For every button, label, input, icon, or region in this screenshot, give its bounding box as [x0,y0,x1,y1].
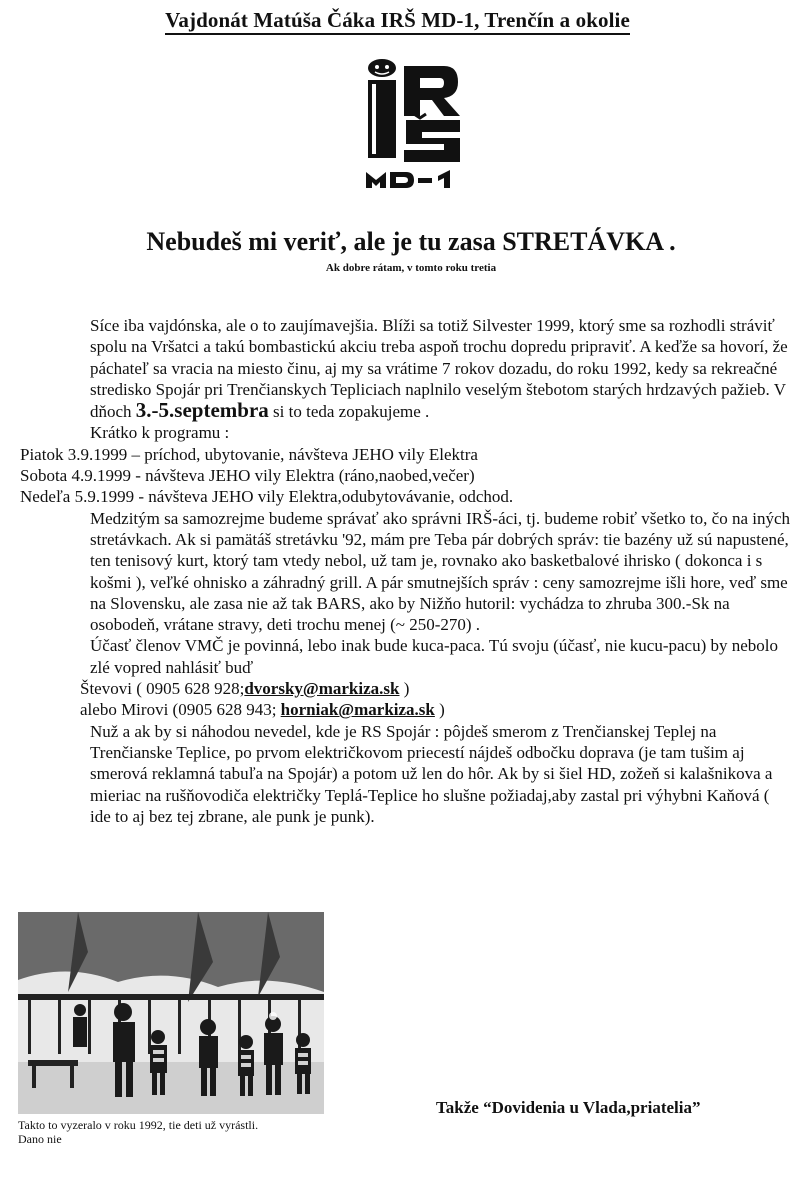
contact-stevo-close: ) [403,679,410,699]
closing-line: Takže “Dovidenia u Vlada,priatelia” [436,1098,701,1117]
contact-miro-close: ) [439,700,445,720]
email-link-dvorsky[interactable]: dvorsky@markiza.sk [244,679,400,699]
page-header [0,8,795,33]
contact-stevo-phone: Števovi ( 0905 628 928; [80,679,245,699]
irs-md1-logo [362,58,464,190]
paragraph-invitation [20,315,790,422]
paragraph-news: Medzitým sa samozrejme budeme správať ako správni IRŠ-áci, tj. budeme robiť všetko to, čo na iných stretávkach. Ak si pamätáš stretávku '92, mám pre Teba pár dobrých správ: tie bazény už sú napustené, ten tenisový kurt, ktorý tam vtedy nebol, už tam je, rovnako ako basketbalové ihrisko ( dokonca i s košmi ), veľké ohnisko a záhradný grill. A pár smutnejších správ : ceny samozrejme išli hore, veď sme na Slovensku, ale zasa nie až tak BARS, ako by Nižňo hutoril: vychádza to zhruba 300.-Sk na osobodeň, vrátane stravy, deti trochu menej (~ 250-270) . [90,508,791,635]
contact-miro [20,699,790,720]
contact-miro-phone: alebo Mirovi (0905 628 943; [80,700,277,720]
program-item: Piatok 3.9.1999 – príchod, ubytovanie, návšteva JEHO vily Elektra [20,444,478,464]
header-title: Vajdonát Matúša Čáka IRŠ MD-1, Trenčín a okolie [165,8,630,35]
headline-title: Nebudeš mi veriť, ale je tu zasa STRETÁVKA . [146,227,676,256]
paragraph-invitation-text: Síce iba vajdónska, ale o to zaujímavejšia. Blíži sa totiž Silvester 1999, ktorý sme sa rozhodli stráviť spolu na Vršatci a takú bombastickú akciu treba aspoň trochu dopredu pripraviť. A keďže sa hovorí, že páchateľ sa vracia na miesto činu, aj my sa vrátime 7 rokov dozadu, do roku 1992, kedy sa rekreačné stredisko Spojár pri Trenčianskych Tepliciach naplnilo veselým štebotom starých hrdzavých pažieb. V dňoch [90,316,788,422]
group-photo-1992 [18,912,324,1114]
program-item: Sobota 4.9.1999 - návšteva JEHO vily Elektra (ráno,naobed,večer) [20,466,475,486]
event-dates: 3.-5.septembra [135,398,269,423]
photo-caption-line2: Dano nie [18,1132,62,1146]
headline-subtitle: Ak dobre rátam, v tomto roku tretia [325,262,497,274]
program-intro: Krátko k programu : [90,423,230,443]
letter-body [20,315,790,827]
paragraph-attendance: Účasť členov VMČ je povinná, lebo inak bude kuca-paca. Tú svoju (účasť, nie kucu-pacu) by nebolo zlé vopred nahlásiť buď [90,636,779,677]
email-link-horniak[interactable]: horniak@markiza.sk [280,700,435,720]
program-item: Nedeľa 5.9.1999 - návšteva JEHO vily Elektra,odubytovávanie, odchod. [20,487,514,507]
contact-stevo [20,678,790,699]
paragraph-directions: Nuž a ak by si náhodou nevedel, kde je RS Spojár : pôjdeš smerom z Trenčianskej Teplej na Trenčianske Teplice, po prvom električkovom priecestí nájdeš odbočku doprava (je tam tušim aj smerová reklamná tabuľa na Spojár) a potom už len do hôr. Ak by si šiel HD, zožeň si kalašnikova a mieriac na rušňovodiča električky Teplá-Teplice ho slušne požiadaj,aby zastal pri výhybni Kaňová ( ide to aj bez tej zbrane, ale punk je punk). [90,721,773,826]
paragraph-invitation-end: si to teda zopakujeme . [273,402,430,422]
photo-caption-line1: Takto to vyzeralo v roku 1992, tie deti už vyrástli. [18,1118,259,1132]
photo-caption [18,1118,378,1146]
